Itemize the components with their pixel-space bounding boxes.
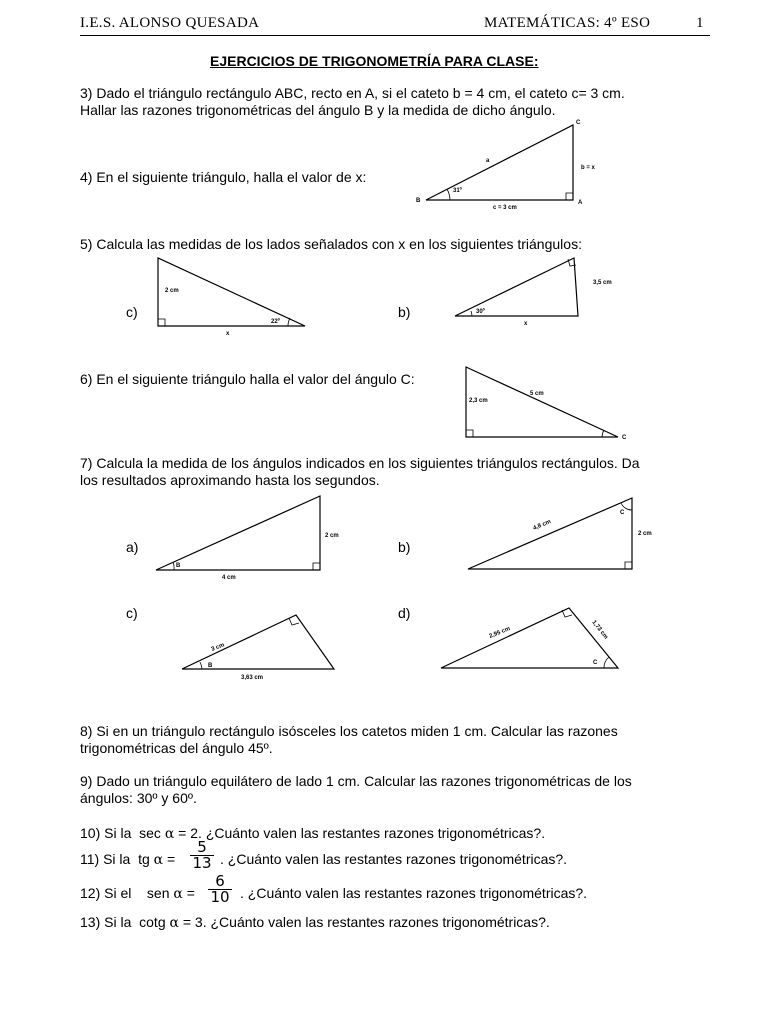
label-B: B bbox=[176, 563, 181, 569]
right-angle-mark bbox=[313, 563, 320, 570]
exercise-3-line-2: Hallar las razones trigonométricas del ángulo B y la medida de dicho ángulo. bbox=[80, 102, 556, 118]
label-angle-22: 22º bbox=[271, 319, 280, 325]
fraction-numerator: 5 bbox=[197, 838, 207, 856]
label-angle-31: 31º bbox=[453, 188, 462, 194]
ex13-pre: 13) Si la cotg bbox=[80, 914, 170, 930]
alpha-symbol: α bbox=[169, 915, 179, 931]
triangle-shape bbox=[426, 125, 573, 200]
exercise-7-line-2: los resultados aproximando hasta los segundos. bbox=[80, 472, 380, 488]
triangle-figure-ex6 bbox=[458, 362, 638, 447]
alpha-symbol: α bbox=[164, 826, 175, 842]
triangle-figure-ex7c bbox=[176, 605, 346, 685]
right-angle-mark bbox=[566, 193, 573, 200]
label-A: A bbox=[578, 200, 583, 206]
label-a: a bbox=[486, 158, 490, 164]
label-side-2cm: 2 cm bbox=[638, 531, 652, 537]
exercise-6-text: 6) En el siguiente triángulo halla el valor del ángulo C: bbox=[80, 371, 415, 387]
label-C: C bbox=[620, 510, 625, 516]
angle-arc bbox=[604, 657, 609, 668]
label-B: B bbox=[416, 198, 421, 204]
angle-arc bbox=[288, 318, 290, 326]
alpha-symbol: α bbox=[173, 886, 183, 902]
exercise-7-line-1: 7) Calcula la medida de los ángulos indicados en los siguientes triángulos rectángulos. Da bbox=[80, 455, 640, 471]
ex12-pre: 12) Si el sen bbox=[80, 885, 174, 901]
exercise-7-label-c: c) bbox=[126, 605, 138, 621]
label-angle-30: 30º bbox=[476, 309, 485, 315]
header-page-number: 1 bbox=[696, 15, 704, 31]
label-side-2-3cm: 2,3 cm bbox=[469, 398, 488, 404]
exercise-5-label-c: c) bbox=[126, 304, 138, 320]
label-x: x bbox=[226, 331, 230, 337]
angle-arc bbox=[621, 503, 632, 510]
exercise-13 bbox=[80, 914, 550, 932]
ex11-pre: 11) Si la tg bbox=[80, 851, 154, 867]
angle-arc bbox=[200, 662, 202, 669]
label-C: C bbox=[622, 435, 627, 441]
exercise-12-prefix bbox=[80, 885, 195, 903]
label-base-4cm: 4 cm bbox=[222, 575, 236, 581]
triangle-shape bbox=[468, 498, 632, 569]
label-side-2cm: 2 cm bbox=[325, 533, 339, 539]
exercise-3-line-1: 3) Dado el triángulo rectángulo ABC, recto en A, si el cateto b = 4 cm, el cateto c= 3 cm. bbox=[80, 85, 625, 101]
triangle-shape bbox=[182, 615, 334, 669]
label-side-2cm: 2 cm bbox=[165, 288, 179, 294]
ex10-pre: 10) Si la sec bbox=[80, 825, 165, 841]
triangle-figure-ex5c bbox=[150, 252, 315, 342]
ex10-post: = 2. ¿Cuánto valen las restantes razones trigonométricas?. bbox=[174, 825, 546, 841]
exercise-12-suffix: . ¿Cuánto valen las restantes razones trigonométricas?. bbox=[240, 885, 588, 901]
exercise-11-prefix bbox=[80, 851, 175, 869]
triangle-figure-ex7d bbox=[436, 600, 626, 680]
label-base-3-63cm: 3,63 cm bbox=[241, 675, 264, 681]
exercise-7-label-b: b) bbox=[398, 539, 411, 555]
alpha-symbol: α bbox=[153, 852, 164, 868]
exercise-11-suffix: . ¿Cuánto valen las restantes razones trigonométricas?. bbox=[220, 851, 568, 867]
exercise-5-label-b: b) bbox=[398, 304, 411, 320]
right-angle-mark bbox=[158, 319, 165, 326]
exercise-7-label-d: d) bbox=[398, 605, 411, 621]
exercise-5-text: 5) Calcula las medidas de los lados señalados con x en los siguientes triángulos: bbox=[80, 236, 582, 252]
header-rule bbox=[80, 35, 710, 36]
exercise-8-line-1: 8) Si en un triángulo rectángulo isósceles los catetos miden 1 cm. Calcular las razones bbox=[80, 723, 618, 739]
angle-arc bbox=[471, 311, 472, 316]
triangle-figure-ex7a bbox=[150, 490, 350, 582]
right-angle-mark bbox=[289, 618, 299, 625]
triangle-figure-ex7b bbox=[462, 490, 662, 582]
label-b-equals-x: b = x bbox=[581, 165, 595, 171]
exercise-9-line-2: ángulos: 30º y 60º. bbox=[80, 790, 197, 806]
label-hyp-2-95cm: 2,95 cm bbox=[488, 626, 512, 640]
exercise-7-label-a: a) bbox=[126, 539, 139, 555]
ex12-eq: = bbox=[182, 885, 195, 901]
triangle-figure-ex5b bbox=[450, 252, 625, 342]
ex11-eq: = bbox=[163, 851, 176, 867]
triangle-figure-ex4 bbox=[398, 115, 613, 215]
fraction-denominator: 10 bbox=[208, 889, 232, 905]
label-x: x bbox=[524, 321, 528, 327]
angle-arc bbox=[602, 430, 604, 437]
header-school: I.E.S. ALONSO QUESADA bbox=[80, 15, 260, 31]
fraction-6-10 bbox=[208, 874, 232, 905]
page-title: EJERCICIOS DE TRIGONOMETRÍA PARA CLASE: bbox=[210, 53, 539, 69]
label-hyp-4-8cm: 4,8 cm bbox=[532, 519, 552, 532]
ex13-post: = 3. ¿Cuánto valen las restantes razones trigonométricas?. bbox=[178, 914, 550, 930]
exercise-4-text: 4) En el siguiente triángulo, halla el valor de x: bbox=[80, 169, 367, 185]
label-C: C bbox=[576, 120, 581, 126]
angle-arc bbox=[173, 562, 174, 570]
fraction-5-13 bbox=[190, 840, 214, 871]
exercise-8-line-2: trigonométricas del ángulo 45º. bbox=[80, 740, 273, 756]
label-hyp-5cm: 5 cm bbox=[530, 391, 544, 397]
triangle-shape bbox=[455, 258, 578, 316]
triangle-shape bbox=[158, 258, 305, 326]
right-angle-mark bbox=[466, 430, 473, 437]
angle-arc bbox=[447, 189, 450, 200]
exercise-10 bbox=[80, 825, 545, 843]
label-side-3cm: 3 cm bbox=[210, 642, 226, 653]
exercise-9-line-1: 9) Dado un triángulo equilátero de lado 1 cm. Calcular las razones trigonométricas de los bbox=[80, 773, 632, 789]
fraction-denominator: 13 bbox=[190, 855, 214, 871]
label-side-3-5cm: 3,5 cm bbox=[593, 280, 612, 286]
triangle-shape bbox=[466, 367, 618, 437]
label-side-1-73cm: 1,73 cm bbox=[590, 619, 609, 641]
label-c-3cm: c = 3 cm bbox=[493, 205, 517, 211]
right-angle-mark bbox=[625, 562, 632, 569]
label-B: B bbox=[208, 663, 213, 669]
fraction-numerator: 6 bbox=[215, 872, 225, 890]
triangle-shape bbox=[156, 496, 320, 570]
triangle-shape bbox=[441, 608, 618, 668]
header-course: MATEMÁTICAS: 4º ESO bbox=[484, 15, 651, 31]
label-C: C bbox=[593, 660, 598, 666]
